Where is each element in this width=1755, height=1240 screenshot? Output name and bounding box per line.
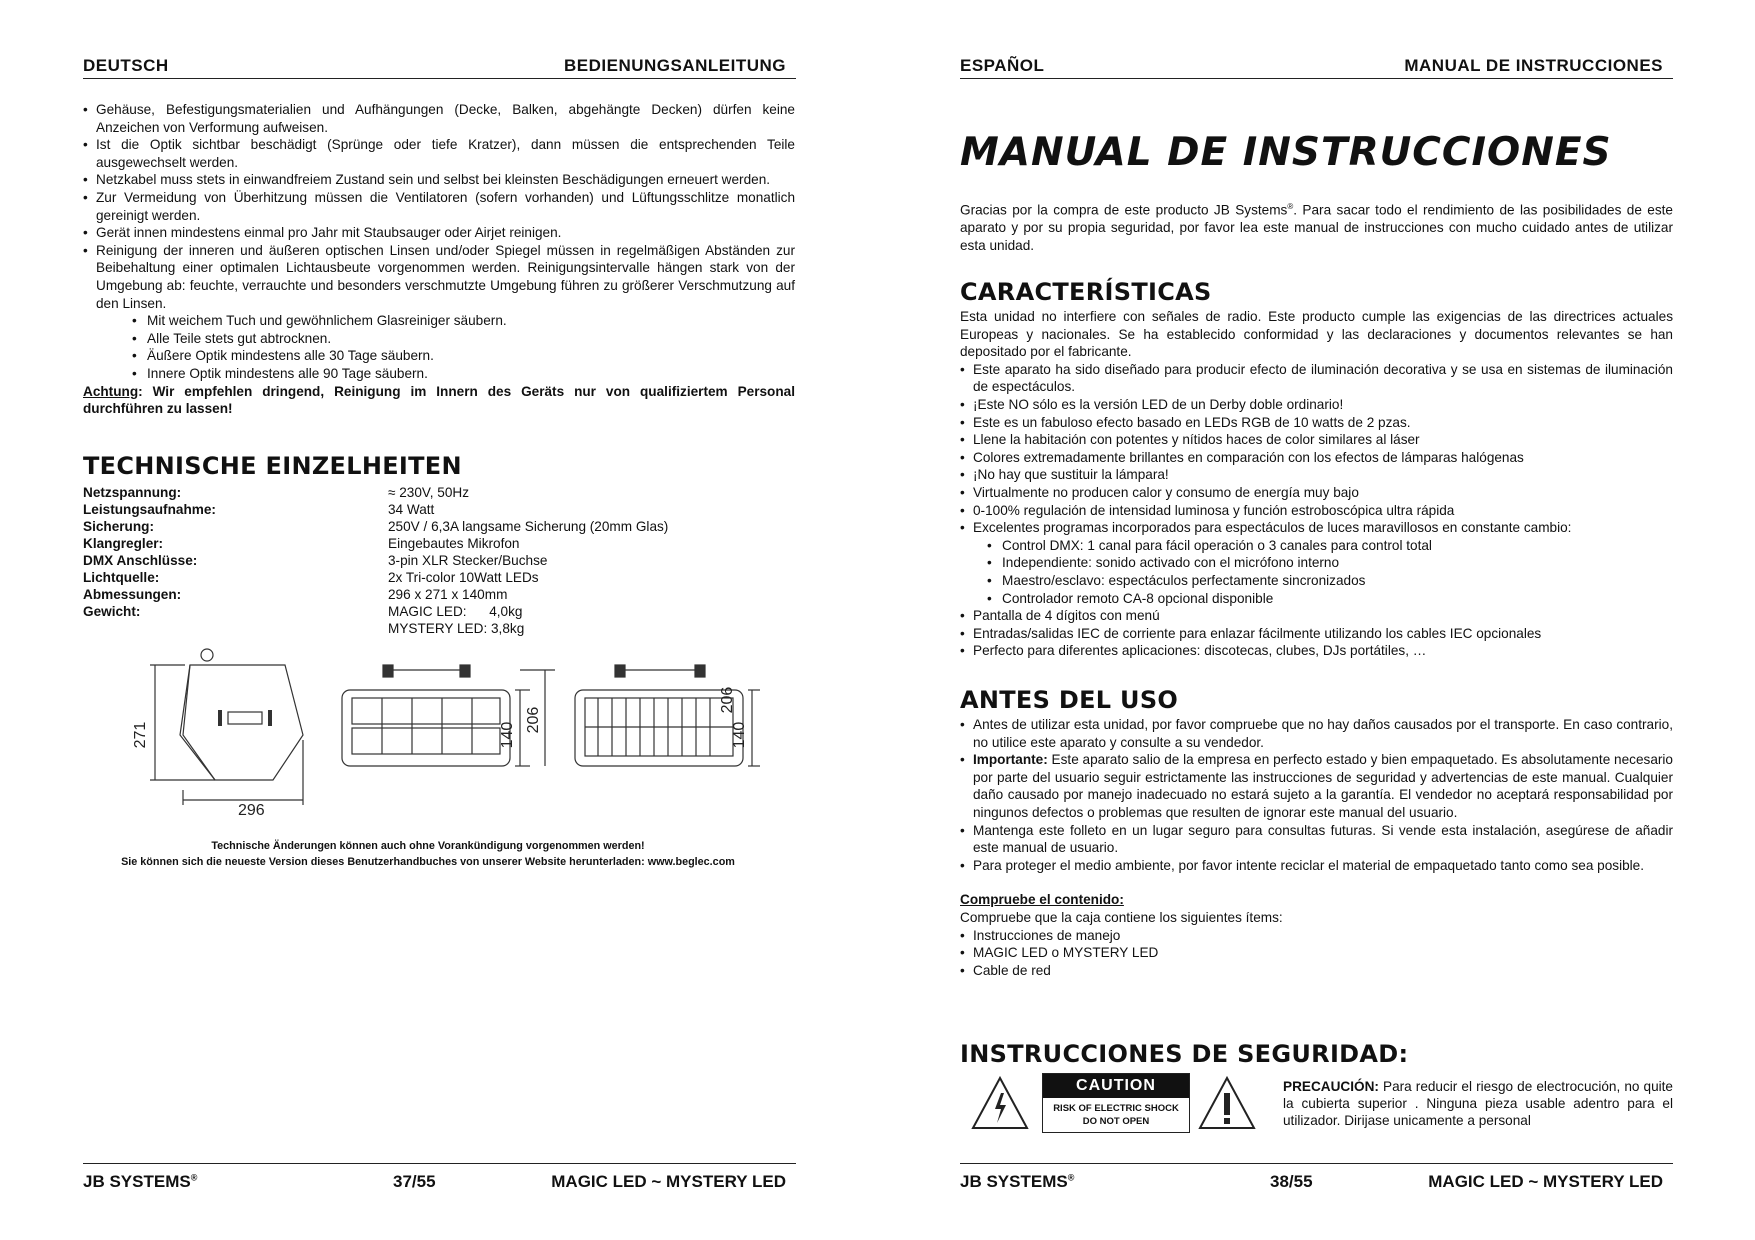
- caution-title: CAUTION: [1043, 1074, 1189, 1098]
- features-title: CARACTERÍSTICAS: [960, 278, 1212, 306]
- dim-width-label: 296: [238, 802, 265, 819]
- precaution-text: PRECAUCIÓN: Para reducir el riesgo de electrocución, no quite la cubierta superior . Ninguna pieza usable adentro para el utilizador. Dirijase unicamente a personal: [1283, 1079, 1673, 1128]
- sub-list-item: • Mit weichem Tuch und gewöhnlichem Glasreiniger säubern.: [132, 312, 795, 330]
- spec-key: DMX Anschlüsse:: [83, 553, 198, 568]
- left-page: [0, 0, 860, 1240]
- list-item: • ¡No hay que sustituir la lámpara!: [960, 466, 1673, 484]
- contents-intro: Compruebe que la caja contiene los siguientes ítems:: [960, 909, 1283, 925]
- contents-title: Compruebe el contenido:: [960, 892, 1124, 908]
- notes: [83, 838, 773, 870]
- dimension-drawing: [120, 640, 760, 820]
- header-language: ESPAÑOL: [960, 56, 1045, 75]
- header-doc-title: MANUAL DE INSTRUCCIONES: [1404, 56, 1663, 75]
- page-title: MANUAL DE INSTRUCCIONES: [960, 130, 1612, 175]
- list-item: • Cable de red: [960, 962, 1673, 980]
- page-header: [83, 52, 796, 79]
- page-footer: [83, 1163, 796, 1194]
- spec-table: [83, 484, 795, 637]
- sub-list-item: • Control DMX: 1 canal para fácil operación o 3 canales para control total: [987, 537, 1673, 555]
- tech-title: TECHNISCHE EINZELHEITEN: [83, 452, 462, 480]
- list-item: • MAGIC LED o MYSTERY LED: [960, 944, 1673, 962]
- spec-value: 2x Tri-color 10Watt LEDs: [388, 570, 539, 585]
- spec-value: 34 Watt: [388, 502, 435, 517]
- caution-line1: RISK OF ELECTRIC SHOCK: [1053, 1103, 1179, 1114]
- spec-key: Abmessungen:: [83, 587, 182, 602]
- footer-product: MAGIC LED ~ MYSTERY LED: [1428, 1172, 1663, 1191]
- sub-list-item: • Controlador remoto CA-8 opcional disponible: [987, 590, 1673, 608]
- sub-list-item: • Äußere Optik mindestens alle 30 Tage säubern.: [132, 347, 795, 365]
- safety-title: INSTRUCCIONES DE SEGURIDAD:: [960, 1040, 1409, 1068]
- before-use-list: [960, 716, 1673, 874]
- header-language: DEUTSCH: [83, 56, 169, 75]
- dim-depth2-label: 206: [719, 686, 736, 714]
- list-item: • Este aparato ha sido diseñado para producir efecto de iluminación decorativa y se usa en sistemas de iluminación de espectáculos.: [960, 361, 1673, 396]
- electric-shock-warning-icon: [970, 1075, 1030, 1131]
- spec-key: Lichtquelle:: [83, 570, 160, 585]
- list-item: • ¡Este NO sólo es la versión LED de un Derby doble ordinario!: [960, 396, 1673, 414]
- footer-brand: JB SYSTEMS®: [83, 1172, 198, 1191]
- list-item: • Gerät innen mindestens einmal pro Jahr mit Staubsauger oder Airjet reinigen.: [83, 224, 795, 242]
- list-item: • Importante: Este aparato salio de la empresa en perfecto estado y bien empaquetado. Es absolutamente necesario por parte del usuario seguir estrictamente las instrucciones de seguridad y advertencias de este manual. Cualquier daño causado por manejo inadecuado no estará sujeto a la garantía. El vendedor no aceptará responsabilidad por ningunos defectos o problemas que resulten de ignorar este manual del usuario.: [960, 751, 1673, 821]
- dim-depth2-label: 206: [525, 706, 542, 734]
- maintenance-section: [83, 101, 795, 418]
- note-website: Sie können sich die neueste Version dieses Benutzerhandbuches von unserer Website herunterladen: www.beglec.com: [121, 856, 735, 868]
- spec-key: Klangregler:: [83, 536, 164, 551]
- list-item: • Mantenga este folleto en un lugar seguro para consultas futuras. Si vende esta instalación, asegúrese de añadir este manual de usuario.: [960, 822, 1673, 857]
- spec-key: Gewicht:: [83, 604, 141, 619]
- spec-key: Leistungsaufnahme:: [83, 502, 216, 517]
- dim-depth-label: 140: [731, 721, 748, 749]
- spec-value: 3-pin XLR Stecker/Buchse: [388, 553, 548, 568]
- list-item: • Gehäuse, Befestigungsmaterialien und Aufhängungen (Decke, Balken, abgehängte Decken) dürfen keine Anzeichen von Verformung aufweisen.: [83, 101, 795, 136]
- list-item: • Ist die Optik sichtbar beschädigt (Sprünge oder tiefe Kratzer), dann müssen die entsprechenden Teile ausgewechselt werden.: [83, 136, 795, 171]
- sub-list-item: • Innere Optik mindestens alle 90 Tage säubern.: [132, 365, 795, 383]
- list-item: • Llene la habitación con potentes y nítidos haces de color similares al láser: [960, 431, 1673, 449]
- list-item: • Colores extremadamente brillantes en comparación con los efectos de lámparas halógenas: [960, 449, 1673, 467]
- before-use-section: [960, 716, 1673, 979]
- list-item: • Perfecto para diferentes aplicaciones: discotecas, clubes, DJs portátiles, …: [960, 642, 1673, 660]
- footer-page-number: 37/55: [393, 1172, 436, 1191]
- list-item: • Netzkabel muss stets in einwandfreiem Zustand sein und selbst bei kleinsten Beschädigungen erneuert werden.: [83, 171, 795, 189]
- sub-list-item: • Independiente: sonido activado con el micrófono interno: [987, 554, 1673, 572]
- cleaning-sublist: [96, 312, 795, 382]
- spec-value: MAGIC LED: 4,0kg: [388, 604, 523, 619]
- page-footer: [960, 1163, 1673, 1194]
- contents-list: [960, 927, 1673, 980]
- list-item: • Zur Vermeidung von Überhitzung müssen die Ventilatoren (sofern vorhanden) und Lüftungsschlitze monatlich gereinigt werden.: [83, 189, 795, 224]
- note-changes: Technische Änderungen können auch ohne Vorankündigung vorgenommen werden!: [211, 840, 645, 852]
- list-item: • Instrucciones de manejo: [960, 927, 1673, 945]
- spec-key: Netzspannung:: [83, 485, 182, 500]
- list-item: • Virtualmente no producen calor y consumo de energía muy bajo: [960, 484, 1673, 502]
- dim-height-label: 271: [132, 721, 149, 749]
- list-item: • 0-100% regulación de intensidad luminosa y función estroboscópica ultra rápida: [960, 502, 1673, 520]
- list-item: • Entradas/salidas IEC de corriente para enlazar fácilmente utilizando los cables IEC opcionales: [960, 625, 1673, 643]
- maintenance-list: [83, 101, 795, 383]
- before-use-title: ANTES DEL USO: [960, 686, 1179, 714]
- spec-value: 296 x 271 x 140mm: [388, 587, 508, 602]
- page-header: [960, 52, 1673, 79]
- list-item: • Pantalla de 4 dígitos con menú: [960, 607, 1673, 625]
- header-doc-title: BEDIENUNGSANLEITUNG: [563, 56, 786, 75]
- list-item: • Para proteger el medio ambiente, por favor intente reciclar el material de empaquetado tanto como sea posible.: [960, 857, 1673, 875]
- spec-key: [83, 620, 388, 637]
- caution-label: [1042, 1073, 1190, 1133]
- dim-depth-label: 140: [499, 721, 516, 749]
- spec-value: 250V / 6,3A langsame Sicherung (20mm Glas): [388, 519, 669, 534]
- exclamation-warning-icon: [1197, 1075, 1257, 1131]
- list-item: • Antes de utilizar esta unidad, por favor compruebe que no hay daños causados por el transporte. En caso contrario, no utilice este aparato y consulte a su vendedor.: [960, 716, 1673, 751]
- right-page: [875, 0, 1755, 1240]
- programs-sublist: [973, 537, 1673, 607]
- spec-value: Eingebautes Mikrofon: [388, 536, 520, 551]
- sub-list-item: • Alle Teile stets gut abtrocknen.: [132, 330, 795, 348]
- list-item: • Reinigung der inneren und äußeren optischen Linsen und/oder Spiegel müssen in regelmäßigen Abständen zur Beibehaltung einer optimalen Lichtausbeute vorgenommen werden. Reinigungsintervalle hängen stark von der Umgebung ab: feuchte, verrauchte und besonders verschmutzte Umgebung führen zu größerer Verschmutzung auf den Linsen. • Mit weichem Tuch und gewöhnlichem Glasreiniger säubern. • Alle Teile stets gut abtrocknen. • Äußere Optik mindestens alle 30 Tage säubern. • Innere Optik mindestens alle 90 Tage säubern.: [83, 242, 795, 383]
- intro-text: Gracias por la compra de este producto JB Systems®. Para sacar todo el rendimiento de las posibilidades de este aparato y por su propia seguridad, por favor lea este manual de instrucciones con mucho cuidado antes de utilizar esta unidad.: [960, 202, 1673, 253]
- spec-value: MYSTERY LED: 3,8kg: [388, 621, 525, 636]
- footer-product: MAGIC LED ~ MYSTERY LED: [551, 1172, 786, 1191]
- spec-value: ≈ 230V, 50Hz: [388, 485, 470, 500]
- list-item: • Este es un fabuloso efecto basado en LEDs RGB de 10 watts de 2 pzas.: [960, 414, 1673, 432]
- spec-key: Sicherung:: [83, 519, 154, 534]
- caution-line2: DO NOT OPEN: [1082, 1116, 1150, 1127]
- hanging-ring: [201, 649, 213, 661]
- sub-list-item: • Maestro/esclavo: espectáculos perfectamente sincronizados: [987, 572, 1673, 590]
- footer-page-number: 38/55: [1270, 1172, 1313, 1191]
- features-section: [960, 308, 1673, 660]
- footer-brand: JB SYSTEMS®: [960, 1172, 1075, 1191]
- features-intro: Esta unidad no interfiere con señales de radio. Este producto cumple las exigencias de las directrices actuales Europeas y nacionales. Se ha establecido conformidad y las declaraciones y documentos relevantes se han depositado por el fabricante.: [960, 309, 1673, 360]
- features-list: [960, 361, 1673, 660]
- warning-note: Achtung: Wir empfehlen dringend, Reinigung im Innern des Geräts nur von qualifiziertem Personal durchführen zu lassen!: [83, 383, 795, 417]
- intro: [960, 198, 1673, 254]
- list-item: • Excelentes programas incorporados para espectáculos de luces maravillosos en constante cambio: • Control DMX: 1 canal para fácil operación o 3 canales para control total • Independiente: sonido activado con el micrófono interno • Maestro/esclavo: espectáculos perfectamente sincronizados • Controlador remoto CA-8 opcional disponible: [960, 519, 1673, 607]
